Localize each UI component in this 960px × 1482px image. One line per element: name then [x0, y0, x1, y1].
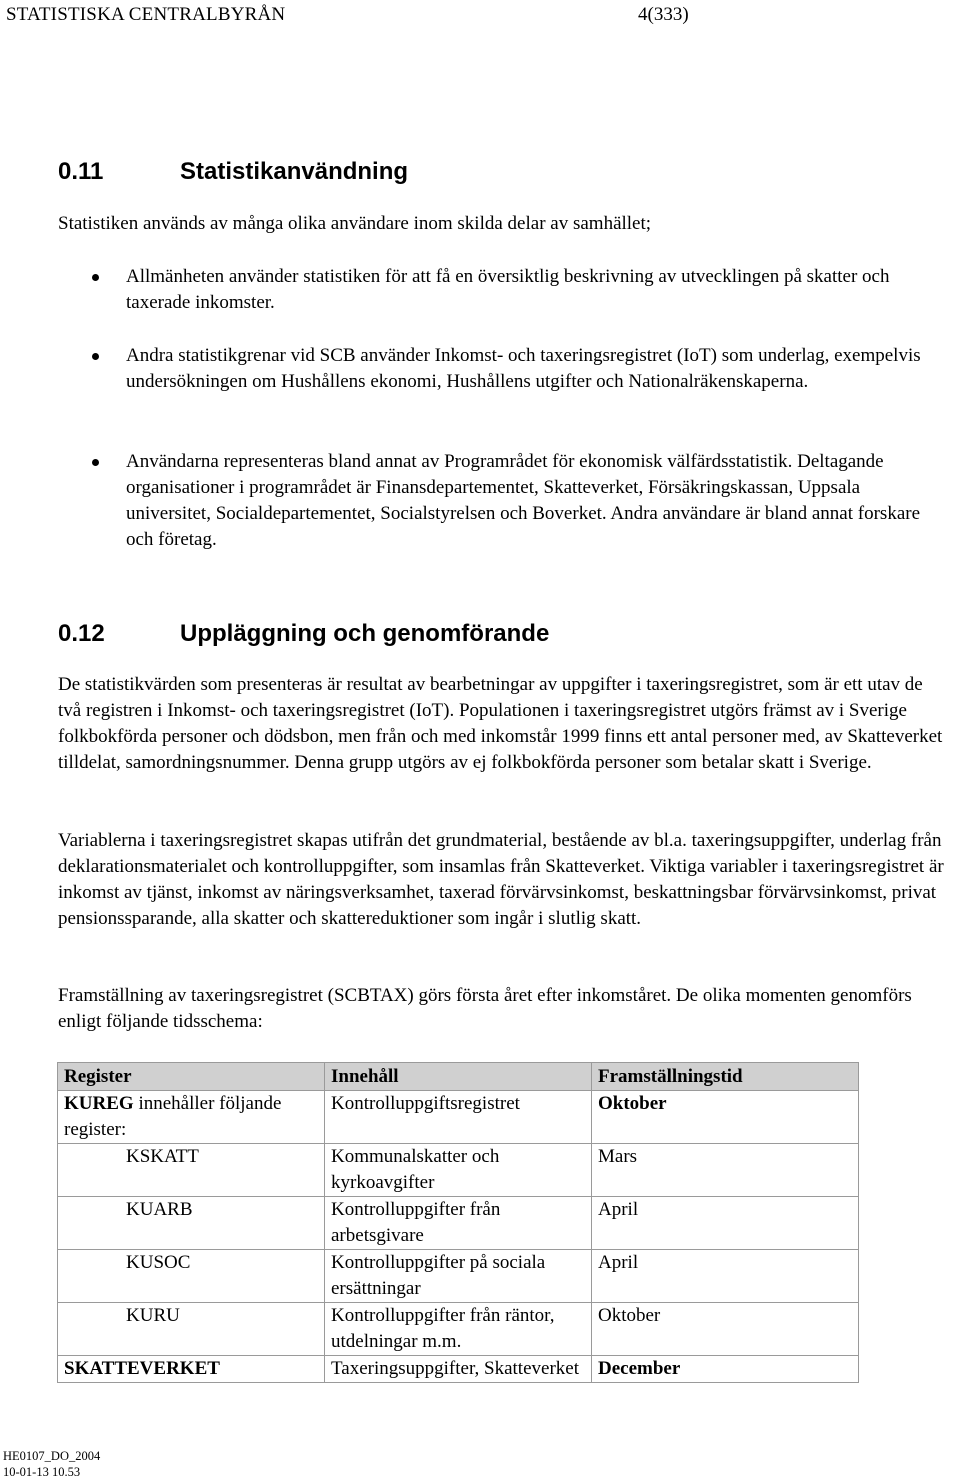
bullet-text: Användarna representeras bland annat av Programrådet för ekonomisk välfärdsstatistik. Deltagande organisationer i programrådet är Finansdepartementet, Skatteverket, Försäkringskassan, Uppsala universitet, Socialdepartementet, Socialstyrelsen och Boverket. Andra användare är bland annat forskare och företag. — [126, 451, 921, 550]
column-header-register: Register — [58, 1063, 325, 1091]
table-row — [58, 1197, 859, 1250]
section-heading-upplaggning — [58, 619, 938, 649]
table-row — [58, 1356, 859, 1383]
cell-content: Kontrolluppgifter på sociala ersättningar — [325, 1250, 592, 1303]
section-number: 0.12 — [58, 620, 105, 647]
section-number: 0.11 — [58, 158, 104, 185]
bullet-text: Andra statistikgrenar vid SCB använder Inkomst- och taxeringsregistret (IoT) som underlag, exempelvis undersökningen om Hushållens ekonomi, Hushållens utgifter och Nationalräkenskaperna. — [126, 345, 921, 392]
bullet-item — [58, 264, 948, 316]
cell-register: SKATTEVERKET — [58, 1356, 325, 1383]
cell-register: KURU — [58, 1303, 325, 1356]
table-header-row — [58, 1063, 859, 1091]
column-header-innehall: Innehåll — [325, 1063, 592, 1091]
cell-content: Kontrolluppgifter från arbetsgivare — [325, 1197, 592, 1250]
cell-register: KUSOC — [58, 1250, 325, 1303]
cell-content: Taxeringsuppgifter, Skatteverket — [325, 1356, 592, 1383]
table-row — [58, 1144, 859, 1197]
table-row — [58, 1091, 859, 1144]
header-page-number: 4(333) — [638, 4, 689, 25]
table-row — [58, 1303, 859, 1356]
cell-content: Kontrolluppgiftsregistret — [325, 1091, 592, 1144]
cell-time: Oktober — [592, 1303, 859, 1356]
bullet-item — [58, 343, 948, 421]
register-name: KUREG — [64, 1093, 134, 1114]
table-row — [58, 1250, 859, 1303]
cell-time: Mars — [592, 1144, 859, 1197]
body-paragraph: De statistikvärden som presenteras är resultat av bearbetningar av uppgifter i taxeringsregistret, som är ett utav de två registren i Inkomst- och taxeringsregistret (IoT). Populationen i taxeringsregistret utgörs främst av i Sverige folkbokförda personer och dödsbon, men från och med inkomstår 1999 finns ett antal personer med, av Skatteverket tilldelat, samordningsnummer. Denna grupp utgörs av ej folkbokförda personer som betalar skatt i Sverige. — [58, 674, 943, 773]
register-description: innehåller följande register: — [64, 1093, 282, 1140]
cell-content: Kontrolluppgifter från räntor, utdelningar m.m. — [325, 1303, 592, 1356]
header-organization: STATISTISKA CENTRALBYRÅN — [6, 4, 286, 25]
bullet-icon — [92, 274, 99, 281]
cell-time: December — [592, 1356, 859, 1383]
bullet-item — [58, 449, 948, 553]
section-title: Uppläggning och genomförande — [180, 620, 550, 647]
bullet-icon — [92, 459, 99, 466]
cell-register — [58, 1091, 325, 1144]
body-paragraph: Framställning av taxeringsregistret (SCBTAX) görs första året efter inkomståret. De olika momenten genomförs enligt följande tidsschema: — [58, 985, 912, 1032]
bullet-icon — [92, 353, 99, 360]
cell-time: Oktober — [592, 1091, 859, 1144]
section-title: Statistikanvändning — [180, 158, 409, 185]
section-heading-statistikanvandning — [58, 157, 938, 187]
footer-document-id: HE0107_DO_2004 — [3, 1449, 101, 1463]
cell-time: April — [592, 1250, 859, 1303]
bullet-text: Allmänheten använder statistiken för att få en översiktlig beskrivning av utvecklingen på skatter och taxerade inkomster. — [126, 266, 890, 313]
column-header-framstallningstid: Framställningstid — [592, 1063, 859, 1091]
schedule-table — [57, 1062, 859, 1383]
body-paragraph: Variablerna i taxeringsregistret skapas utifrån det grundmaterial, bestående av bl.a. taxeringsuppgifter, underlag från deklarationsmaterialet och kontrolluppgifter, som insamlas från Skatteverket. Viktiga variabler i taxeringsregistret är inkomst av tjänst, inkomst av näringsverksamhet, taxerad förvärvsinkomst, beskattningsbar förvärvsinkomst, privat pensionssparande, alla skatter och skattereduktioner som ingår i slutlig skatt. — [58, 830, 944, 929]
cell-register: KSKATT — [58, 1144, 325, 1197]
cell-time: April — [592, 1197, 859, 1250]
cell-content: Kommunalskatter och kyrkoavgifter — [325, 1144, 592, 1197]
footer-timestamp: 10-01-13 10.53 — [3, 1465, 81, 1479]
cell-register: KUARB — [58, 1197, 325, 1250]
section-intro-paragraph: Statistiken används av många olika användare inom skilda delar av samhället; — [58, 213, 652, 234]
